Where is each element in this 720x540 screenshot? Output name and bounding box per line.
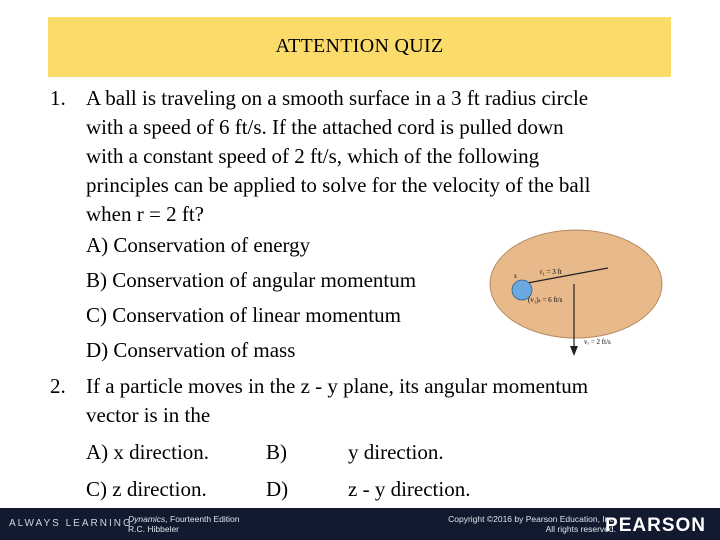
question-2-option-b-letter[interactable]: B) (266, 440, 287, 464)
question-1-line: A ball is traveling on a smooth surface in a 3 ft radius circle (86, 86, 589, 110)
question-2-number: 2. (50, 374, 66, 398)
label-r: r₁ = 3 ft (540, 268, 562, 276)
question-2-line: vector is in the (86, 403, 211, 427)
label-v: (v₁)ₜ = 6 ft/s (528, 296, 563, 304)
copyright-line-2: All rights reserved. (545, 524, 616, 534)
question-1-line: when r = 2 ft? (86, 202, 204, 226)
arrow-down-icon (570, 346, 578, 356)
book-author: R.C. Hibbeler (128, 524, 180, 534)
book-title: Dynamics (128, 514, 166, 524)
copyright-line-1: Copyright ©2016 by Pearson Education, Inc. (448, 514, 616, 524)
question-2-option-d-text[interactable]: z - y direction. (348, 477, 471, 501)
question-2-option-d-letter[interactable]: D) (266, 477, 289, 501)
label-vc: vᵣ = 2 ft/s (584, 338, 611, 346)
question-1-option-b[interactable]: B) Conservation of angular momentum (86, 268, 417, 292)
question-1-option-c[interactable]: C) Conservation of linear momentum (86, 303, 401, 327)
ball-on-disk-figure (488, 224, 664, 360)
question-1-number: 1. (50, 86, 66, 110)
copyright (412, 514, 616, 534)
question-2-line: If a particle moves in the z - y plane, its angular momentum (86, 374, 589, 398)
question-1-line: with a constant speed of 2 ft/s, which of the following (86, 144, 540, 168)
book-edition: , Fourteenth Edition (165, 514, 240, 524)
always-learning-text: ALWAYS LEARNING (9, 518, 133, 529)
book-info (128, 514, 240, 534)
question-1-option-d[interactable]: D) Conservation of mass (86, 338, 296, 362)
question-2-option-a[interactable]: A) x direction. (86, 440, 210, 464)
question-1-line: with a speed of 6 ft/s. If the attached cord is pulled down (86, 115, 564, 139)
title-banner (48, 17, 671, 77)
pearson-logo: PEARSON (605, 515, 706, 536)
question-2-option-b-text[interactable]: y direction. (348, 440, 444, 464)
label-s: s (514, 272, 517, 280)
question-1-line: principles can be applied to solve for the velocity of the ball (86, 173, 591, 197)
quiz-title: ATTENTION QUIZ (275, 35, 444, 57)
question-1-option-a[interactable]: A) Conservation of energy (86, 233, 311, 257)
question-2-option-c[interactable]: C) z direction. (86, 477, 207, 501)
footer-bar (0, 508, 720, 540)
